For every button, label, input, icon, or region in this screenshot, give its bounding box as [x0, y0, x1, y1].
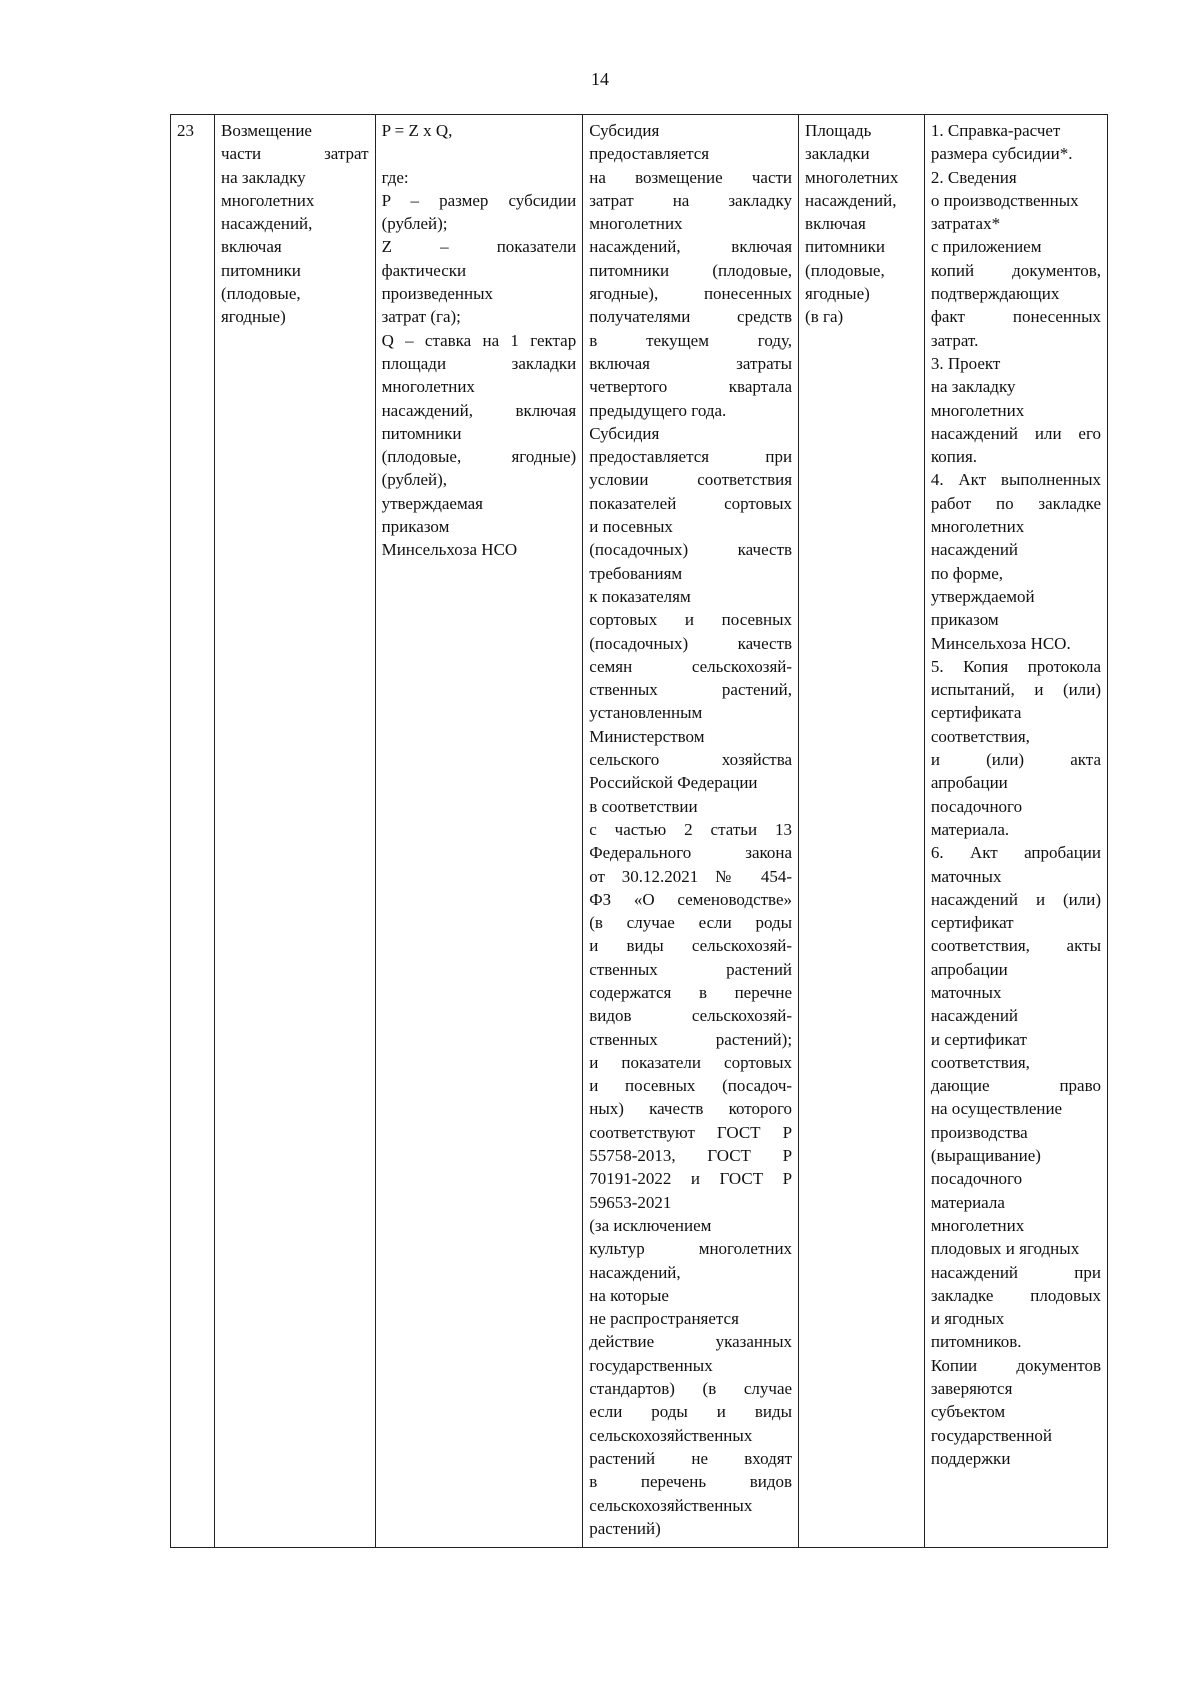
text-line: насаждений, [220, 214, 313, 234]
text-line: многолетних [220, 190, 315, 210]
text-line: сертификата [930, 703, 1022, 723]
text-line: многолетних [930, 400, 1025, 420]
text-line: к показателям [589, 586, 691, 606]
text-line: посадочного [930, 1169, 1023, 1189]
text-line: приказом [930, 610, 999, 630]
text-line: (посадочных) качеств [589, 633, 793, 653]
text-line: затрат на закладку [589, 190, 793, 210]
text-line: Площадь [805, 121, 872, 140]
text-line: соответствия, [930, 726, 1030, 746]
text-line: произведенных [381, 284, 494, 304]
text-line: требованиям [589, 563, 683, 583]
text-line: Субсидия [589, 423, 660, 443]
text-line: Копии документов [930, 1355, 1101, 1375]
text-line: Субсидия [589, 121, 660, 140]
text-line: сертификат [930, 913, 1014, 933]
formula-cell [375, 115, 583, 1548]
text-line: 2. Сведения [930, 167, 1017, 187]
text-line: Q – ставка на 1 гектар [381, 330, 577, 350]
text-line: в перечень видов [589, 1472, 793, 1492]
table-row [171, 115, 1108, 1548]
text-line: Минсельхоза НСО. [930, 633, 1071, 653]
text-line: P – размер субсидии [381, 190, 577, 210]
text-line: от 30.12.2021 № 454- [589, 866, 793, 886]
text-line: насаждений и (или) [930, 889, 1101, 909]
text-line: Министерством [589, 726, 705, 746]
text-line: насаждений [930, 540, 1019, 560]
text-line: ягодные), понесенных [589, 284, 793, 304]
text-line: части затрат [220, 144, 369, 164]
text-line: 70191-2022 и ГОСТ Р [589, 1169, 793, 1189]
row-number-cell [171, 115, 215, 1548]
text-line: предоставляется при [589, 447, 793, 467]
text-line: P = Z x Q, [381, 121, 453, 140]
text-line: 5. Копия протокола [930, 656, 1101, 676]
text-line: включая затраты [589, 353, 793, 373]
text-line: 59653-2021 [589, 1192, 672, 1212]
text-line: питомников. [930, 1332, 1022, 1352]
conditions-cell [583, 115, 799, 1548]
text-line: апробации [930, 959, 1008, 979]
text-line: ягодные) [805, 284, 870, 304]
text-line: насаждений при [930, 1262, 1101, 1282]
text-line: многолетних [805, 167, 899, 187]
text-line: условии соответствия [589, 470, 793, 490]
text-line: копия. [930, 447, 978, 467]
text-line: не распространяется [589, 1309, 739, 1329]
text-line: и показатели сортовых [589, 1052, 793, 1072]
text-line: и ягодных [930, 1309, 1005, 1329]
text-line: материала. [930, 819, 1010, 839]
text-line: утверждаемой [930, 586, 1035, 606]
text-line: фактически [381, 260, 467, 280]
text-line: на возмещение части [589, 167, 793, 187]
subsidy-name-cell [214, 115, 375, 1548]
text-line: стандартов) (в случае [589, 1379, 793, 1399]
documents-cell [924, 115, 1107, 1548]
text-line: 3. Проект [930, 353, 1001, 373]
text-line: испытаний, и (или) [930, 680, 1101, 700]
text-line: соответствия, акты [930, 936, 1101, 956]
formula-text [382, 119, 577, 562]
text-line: маточных [930, 866, 1002, 886]
indicator-text [805, 119, 918, 329]
text-line: работ по закладке [930, 493, 1101, 513]
text-line: ственных растений [589, 959, 793, 979]
text-line: (плодовые, [805, 260, 885, 280]
text-line: подтверждающих [930, 284, 1060, 304]
text-line: размера субсидии*. [930, 144, 1073, 164]
text-line: соответствуют ГОСТ Р [589, 1122, 793, 1142]
text-line: предыдущего года. [589, 400, 727, 420]
text-line: приказом [381, 517, 450, 537]
text-line: затрат (га); [381, 307, 461, 327]
text-line: (посадочных) качеств [589, 540, 793, 560]
text-line: материала [930, 1192, 1005, 1212]
text-line: на осуществление [930, 1099, 1063, 1119]
documents-text [931, 119, 1101, 1470]
text-line: закладки [805, 144, 870, 164]
text-line: питомники [220, 260, 301, 280]
text-line: закладке плодовых [930, 1285, 1101, 1305]
text-line: многолетних [381, 377, 475, 397]
text-line: сельского хозяйства [589, 750, 793, 770]
text-line: в текущем году, [589, 330, 793, 350]
text-line: культур многолетних [589, 1239, 793, 1259]
text-line: (за исключением [589, 1215, 712, 1235]
text-line: в соответствии [589, 796, 698, 816]
text-line: плодовых и ягодных [930, 1239, 1080, 1259]
text-line: (плодовые, [220, 284, 301, 304]
text-line: соответствия, [930, 1052, 1030, 1072]
text-line: дающие право [930, 1076, 1101, 1096]
text-line: 55758-2013, ГОСТ Р [589, 1146, 793, 1166]
text-line: утверждаемая [381, 493, 483, 513]
text-line: апробации [930, 773, 1008, 793]
text-line: если роды и виды [589, 1402, 793, 1422]
text-line: ных) качеств которого [589, 1099, 793, 1119]
text-line: получателями средств [589, 307, 793, 327]
text-line: на закладку [220, 167, 306, 187]
text-line: сельскохозяйственных [589, 1425, 753, 1445]
text-line: Возмещение [220, 121, 312, 140]
text-line: ственных растений, [589, 680, 793, 700]
text-line: на которые [589, 1285, 669, 1305]
subsidy-name-text [221, 119, 369, 329]
text-line: растений не входят [589, 1448, 793, 1468]
text-line: семян сельскохозяй- [589, 656, 793, 676]
text-line: насаждений или его [930, 423, 1101, 443]
text-line: включая [220, 237, 282, 257]
page-number: 14 [591, 69, 609, 89]
text-line: действие указанных [589, 1332, 793, 1352]
text-line: по форме, [930, 563, 1004, 583]
text-line: 4. Акт выполненных [930, 470, 1101, 490]
text-line: питомники (плодовые, [589, 260, 793, 280]
subsidy-table [170, 114, 1108, 1548]
text-line: факт понесенных [930, 307, 1101, 327]
conditions-text [589, 119, 792, 1540]
text-line: Минсельхоза НСО [381, 540, 518, 560]
text-line: насаждений, [805, 190, 897, 210]
text-line: Федерального закона [589, 843, 793, 863]
text-line: насаждений, включая [381, 400, 577, 420]
text-line: насаждений, [589, 1262, 681, 1282]
text-line: (рублей), [381, 470, 448, 490]
text-line: и виды сельскохозяй- [589, 936, 793, 956]
text-line: и (или) акта [930, 750, 1101, 770]
text-line: четвертого квартала [589, 377, 793, 397]
row-number: 23 [177, 121, 194, 140]
text-line: сельскохозяйственных [589, 1495, 753, 1515]
indicator-cell [799, 115, 925, 1548]
text-line: включая [805, 214, 866, 234]
text-line: маточных [930, 982, 1002, 1002]
text-line: видов сельскохозяй- [589, 1006, 793, 1026]
text-line: с приложением [930, 237, 1042, 257]
text-line [382, 142, 577, 165]
text-line: насаждений [930, 1006, 1019, 1026]
text-line: содержатся в перечне [589, 982, 793, 1002]
text-line: государственных [589, 1355, 713, 1375]
text-line: копий документов, [930, 260, 1101, 280]
text-line: поддержки [930, 1448, 1011, 1468]
text-line: ственных растений); [589, 1029, 793, 1049]
text-line: Z – показатели [381, 237, 577, 257]
text-line: затрат. [930, 330, 979, 350]
text-line: питомники [805, 237, 885, 257]
text-line: затратах* [930, 214, 1001, 234]
text-line: государственной [930, 1425, 1053, 1445]
text-line: (плодовые, ягодные) [381, 447, 577, 467]
text-line: с частью 2 статьи 13 [589, 819, 793, 839]
text-line: многолетних [930, 1215, 1025, 1235]
text-line: и сертификат [930, 1029, 1027, 1049]
text-line: и посевных (посадоч- [589, 1076, 793, 1096]
text-line: показателей сортовых [589, 493, 793, 513]
text-line: (рублей); [381, 214, 448, 234]
text-line: ягодные) [220, 307, 286, 327]
text-line: (в случае если роды [589, 913, 793, 933]
text-line: многолетних [589, 214, 683, 234]
text-line: где: [381, 167, 409, 187]
text-line: многолетних [930, 517, 1025, 537]
text-line: посадочного [930, 796, 1023, 816]
text-line: (в га) [805, 307, 844, 327]
text-line: заверяются [930, 1379, 1013, 1399]
text-line: насаждений, включая [589, 237, 793, 257]
text-line: 6. Акт апробации [930, 843, 1101, 863]
text-line: субъектом [930, 1402, 1006, 1422]
text-line: питомники [381, 423, 462, 443]
text-line: (выращивание) [930, 1146, 1041, 1166]
text-line: и посевных [589, 517, 673, 537]
text-line: установленным [589, 703, 703, 723]
text-line: предоставляется [589, 144, 710, 164]
text-line: Российской Федерации [589, 773, 758, 793]
text-line: площади закладки [381, 353, 577, 373]
text-line: ФЗ «О семеноводстве» [589, 889, 793, 909]
text-line: растений) [589, 1518, 661, 1538]
text-line: сортовых и посевных [589, 610, 793, 630]
text-line: на закладку [930, 377, 1016, 397]
text-line: 1. Справка-расчет [930, 121, 1061, 140]
text-line: о производственных [930, 190, 1079, 210]
text-line: производства [930, 1122, 1028, 1142]
